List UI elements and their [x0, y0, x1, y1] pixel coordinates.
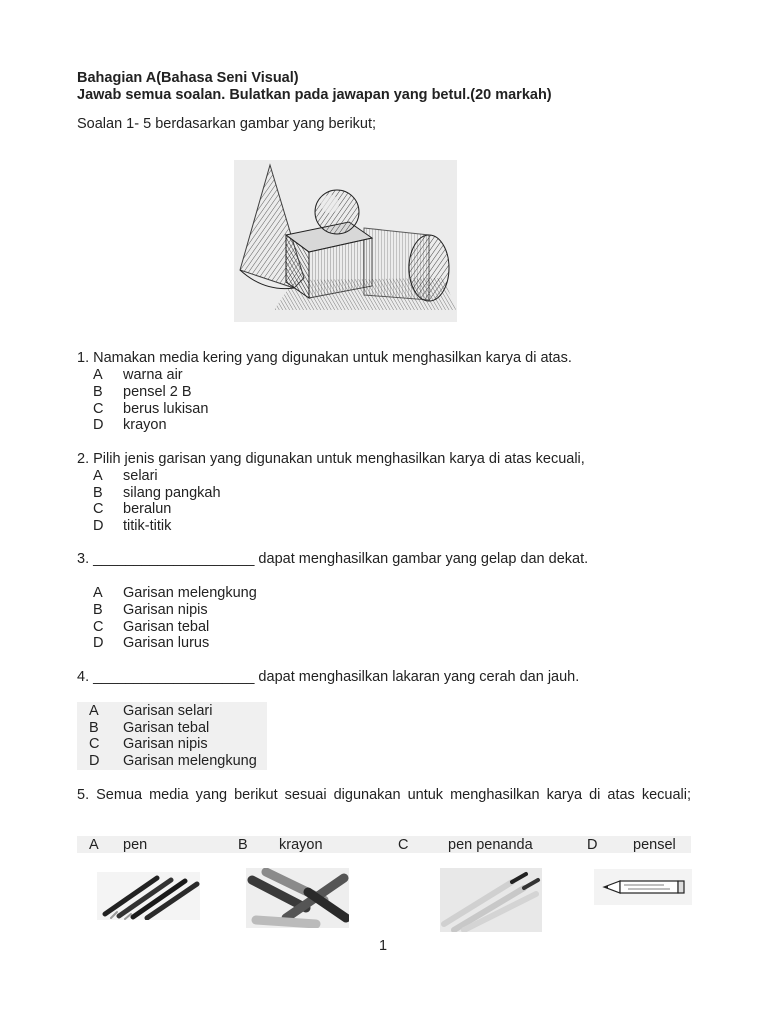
page-number: 1: [379, 938, 388, 954]
question-1: 1. Namakan media kering yang digunakan untuk menghasilkan karya di atas.: [77, 350, 572, 366]
question-2: 2. Pilih jenis garisan yang digunakan untuk menghasilkan karya di atas kecuali,: [77, 451, 585, 467]
question-4: 4. ____________________ dapat menghasilkan lakaran yang cerah dan jauh.: [77, 669, 580, 685]
pencil-image: [594, 869, 692, 905]
marker-pen-image: [440, 868, 542, 932]
question-5: 5. Semua media yang berikut sesuai digunakan untuk menghasilkan karya di atas kecuali;: [77, 787, 691, 803]
section-title: Bahagian A(Bahasa Seni Visual): [77, 70, 299, 86]
intro-text: Soalan 1- 5 berdasarkan gambar yang berikut;: [77, 116, 377, 132]
question-3: 3. ____________________ dapat menghasilkan gambar yang gelap dan dekat.: [77, 551, 589, 567]
still-life-drawing: [234, 160, 457, 322]
q5-options-shading: [77, 836, 691, 853]
crayon-image: [246, 868, 349, 928]
pen-image: [97, 872, 200, 920]
instructions: Jawab semua soalan. Bulatkan pada jawapan yang betul.(20 markah): [77, 87, 552, 103]
